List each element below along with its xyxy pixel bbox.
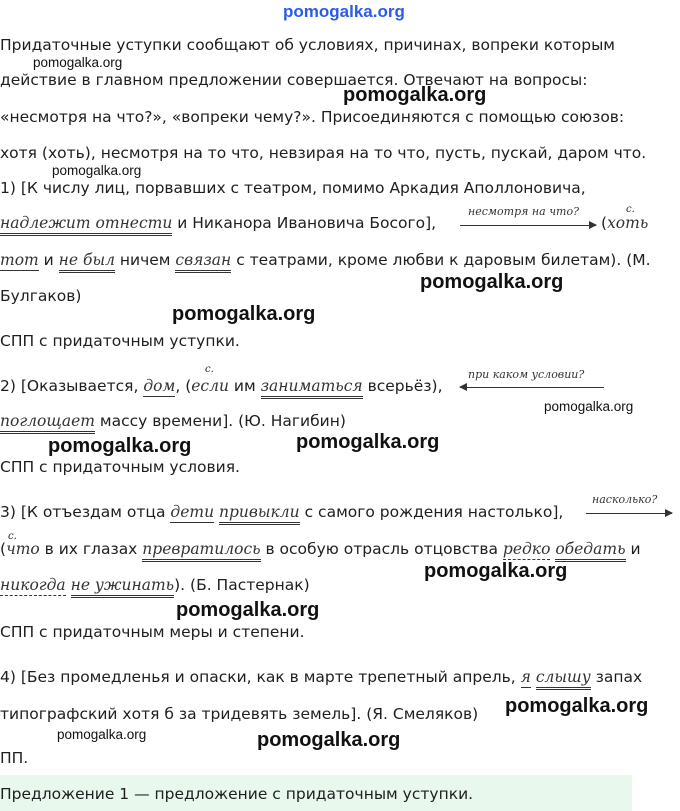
subject: дети xyxy=(170,503,215,521)
example-2-line: поглощает массу времени]. (Ю. Нагибин) xyxy=(0,411,346,431)
example-1-line: надлежит отнести и Никанора Ивановича Босого], xyxy=(0,213,436,233)
watermark: pomogalka.org xyxy=(48,435,192,457)
question-label: при каком условии? xyxy=(468,368,585,381)
question-label: несмотря на что? xyxy=(468,205,580,218)
subject: дом xyxy=(143,377,176,395)
example-2-line: 2) [Оказывается, дом, (если им заниматься всерьёз), xyxy=(0,376,443,396)
watermark: pomogalka.org xyxy=(544,399,634,414)
example-3-line: (что в их глазах превратилось в особую отрасль отцовства редко обедать и xyxy=(0,539,641,559)
watermark: pomogalka.org xyxy=(176,599,320,621)
intro-line: «несмотря на что?», «вопреки чему?». Присоединяются с помощью союзов: xyxy=(0,108,625,126)
watermark: pomogalka.org xyxy=(172,303,316,325)
watermark: pomogalka.org xyxy=(257,729,401,751)
intro-line: Придаточные уступки сообщают об условиях, причинах, вопреки которым xyxy=(0,36,615,54)
question-label: насколько? xyxy=(592,493,658,506)
watermark: pomogalka.org xyxy=(420,271,564,293)
adverbial: никогда xyxy=(0,576,66,594)
example-1-line: тот и не был ничем связан с театрами, кроме любви к даровым билетам). (М. xyxy=(0,250,651,270)
example-4-line: 4) [Без промедленья и опаски, как в марте трепетный апрель, я слышу запах xyxy=(0,667,642,687)
subject: я xyxy=(520,668,531,686)
conjunction: что xyxy=(6,540,40,558)
watermark: pomogalka.org xyxy=(296,431,440,453)
example-3-line: никогда не ужинать). (Б. Пастернак) xyxy=(0,575,310,595)
watermark: pomogalka.org xyxy=(57,727,147,742)
predicate: слышу xyxy=(536,668,591,690)
intro-line: хотя (хоть), несмотря на то что, невзирая на то что, пусть, пускай, даром что. xyxy=(0,144,647,162)
predicate: связан xyxy=(175,251,231,273)
arrow-left-icon xyxy=(460,387,604,388)
predicate: надлежит отнести xyxy=(0,214,172,236)
example-4-line: типографский хотя б за тридевять земель]. (Я. Смеляков) xyxy=(0,705,479,723)
predicate: не был xyxy=(59,251,115,273)
watermark-top: pomogalka.org xyxy=(283,2,405,21)
answer-text: Предложение 1 — предложение с придаточным уступки. xyxy=(0,785,474,803)
watermark: pomogalka.org xyxy=(52,163,142,178)
predicate: превратилось xyxy=(142,540,260,562)
watermark: pomogalka.org xyxy=(343,84,487,106)
predicate: поглощает xyxy=(0,412,95,434)
watermark: pomogalka.org xyxy=(424,560,568,582)
predicate: заниматься xyxy=(261,377,363,399)
arrow-right-icon xyxy=(586,513,672,514)
example-1-conj: (хоть xyxy=(601,214,649,232)
watermark: pomogalka.org xyxy=(33,55,123,70)
watermark: pomogalka.org xyxy=(505,695,649,717)
adverbial: редко xyxy=(502,540,551,558)
example-3-line: 3) [К отъездам отца дети привыкли с самого рождения настолько], xyxy=(0,502,563,522)
example-result: ПП. xyxy=(0,749,29,767)
conjunction-mark: с. xyxy=(626,204,635,215)
subject: тот xyxy=(0,251,39,269)
conjunction-mark: с. xyxy=(8,531,17,542)
example-result: СПП с придаточным меры и степени. xyxy=(0,623,305,641)
conjunction: если xyxy=(191,377,229,395)
conjunction-mark: с. xyxy=(205,364,214,375)
arrow-right-icon xyxy=(460,225,596,226)
predicate: не ужинать xyxy=(71,576,175,598)
intro-line: действие в главном предложении совершается. Отвечают на вопросы: xyxy=(0,71,588,89)
predicate: привыкли xyxy=(219,503,300,525)
example-1-line: 1) [К числу лиц, порвавших с театром, помимо Аркадия Аполлоновича, xyxy=(0,179,586,197)
predicate: обедать xyxy=(555,540,625,562)
author: Булгаков) xyxy=(0,287,82,305)
example-result: СПП с придаточным условия. xyxy=(0,458,240,476)
example-result: СПП с придаточным уступки. xyxy=(0,332,240,350)
